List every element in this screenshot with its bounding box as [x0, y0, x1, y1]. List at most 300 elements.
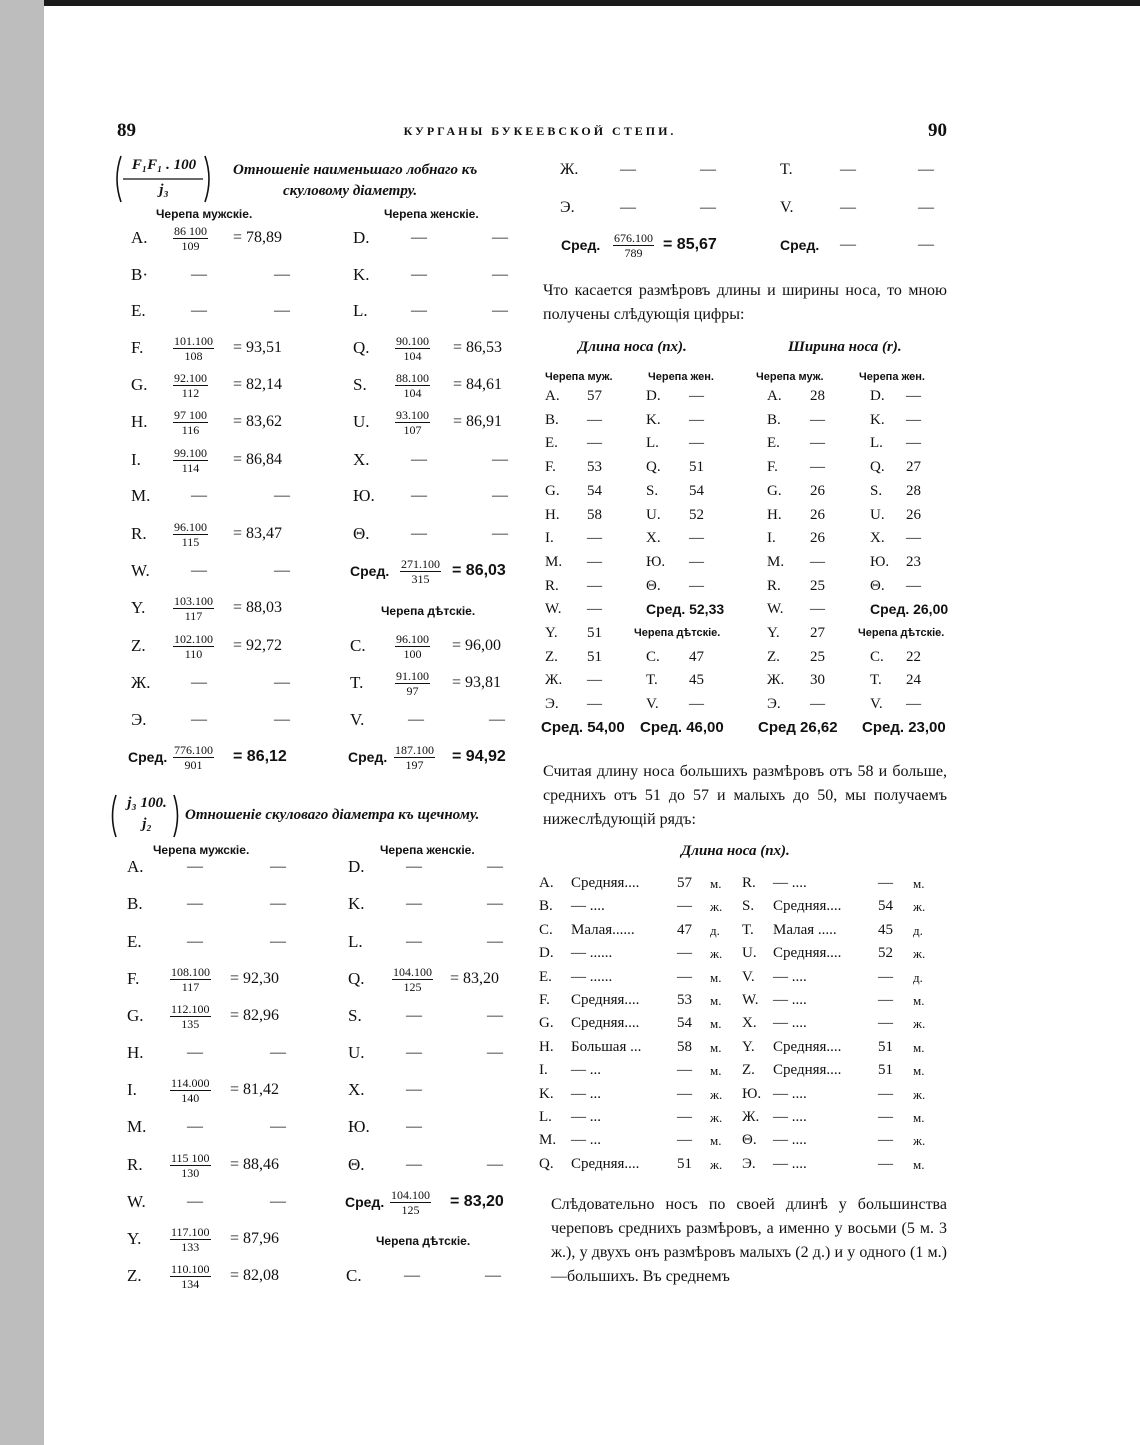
empty-dash: — [406, 1156, 422, 1173]
sex-code: ж. [710, 1086, 723, 1102]
length-value: — [878, 968, 893, 985]
fraction-denominator: 130 [181, 1166, 200, 1180]
specimen-row [346, 1259, 546, 1293]
sex-code: д. [710, 922, 720, 938]
index-value: = 86,03 [452, 562, 506, 579]
cell: U. [870, 506, 885, 523]
empty-dash: — [270, 858, 286, 875]
specimen-row [131, 221, 331, 255]
specimen-letter: Y. [127, 1229, 142, 1248]
fraction-numerator: 112.100 [171, 1002, 210, 1016]
fraction-denominator: 135 [181, 1017, 200, 1031]
sec1-male-header: Черепа мужскіе. [156, 207, 253, 221]
fraction-numerator: 96.100 [396, 632, 429, 646]
fraction-numerator: 96.100 [174, 520, 207, 534]
index-value: = 88,46 [230, 1156, 280, 1173]
sex-code: м. [913, 993, 925, 1008]
fraction-numerator: 271.100 [401, 557, 440, 571]
cell: 26 [810, 506, 825, 523]
index-value: = 83,47 [233, 525, 283, 542]
empty-dash: — [411, 302, 427, 319]
index-fraction [390, 1188, 431, 1217]
sex-code: м. [913, 1156, 925, 1172]
specimen-letter: E. [131, 301, 146, 320]
subheader: Черепа дѣтскіе. [634, 627, 721, 639]
empty-dash: — [620, 161, 636, 178]
cell: G. [767, 482, 782, 499]
specimen-letter: A. [131, 228, 148, 247]
cell: T. [870, 672, 882, 689]
cell: — [810, 411, 825, 428]
fraction-numerator: 187.100 [395, 743, 434, 757]
length-value: — [878, 1155, 893, 1172]
fraction-denominator: 107 [403, 423, 422, 437]
cell: — [587, 530, 602, 547]
specimen-row [353, 331, 553, 365]
list-row [0, 966, 960, 990]
cell: 27 [810, 625, 825, 641]
specimen-letter: G. [127, 1006, 144, 1025]
length-value: 57 [677, 875, 692, 891]
size-class: Средняя.... [571, 1015, 640, 1032]
average-value: Сред. 52,33 [646, 601, 725, 618]
fraction-numerator: 108.100 [171, 965, 210, 979]
cell: — [810, 696, 825, 713]
nose-h2: Черепа жен. [648, 371, 714, 383]
nose-row [0, 621, 960, 645]
cell: — [587, 411, 602, 428]
fraction-numerator: 86 100 [174, 224, 207, 238]
index-value: = 88,03 [233, 599, 283, 616]
index-value: = 83,20 [450, 1193, 504, 1210]
specimen-letter: L. [353, 301, 368, 320]
sex-code: ж. [913, 1086, 926, 1102]
specimen-letter: Э. [560, 199, 575, 216]
empty-dash: — [840, 161, 856, 178]
formula-2 [109, 793, 181, 839]
fraction-numerator: 88.100 [396, 371, 429, 385]
empty-dash: — [487, 1156, 503, 1173]
list-row [0, 1129, 960, 1153]
index-value: = 92,30 [230, 970, 280, 987]
nose-row [0, 503, 960, 527]
specimen-letter: A. [127, 857, 144, 876]
length-value: 53 [677, 992, 692, 1008]
index-value: = 93,51 [233, 339, 283, 356]
cell: — [587, 696, 602, 713]
fraction-denominator: 104 [403, 349, 422, 363]
page-number-right: 90 [928, 120, 947, 141]
cell: — [810, 459, 825, 476]
cell: 23 [906, 553, 921, 570]
specimen-letter: F. [539, 992, 550, 1008]
specimen-letter: W. [127, 1192, 146, 1211]
cell: W. [545, 601, 562, 618]
cell: 57 [587, 388, 602, 404]
top-rule [44, 0, 1140, 6]
nose-row [0, 408, 960, 432]
sex-code: м. [710, 1133, 722, 1149]
cell: — [689, 435, 704, 452]
index-value: = 92,72 [233, 637, 283, 654]
size-class: — .... [773, 1109, 807, 1125]
index-fraction [173, 743, 214, 772]
cell: — [906, 435, 921, 452]
index-fraction [394, 743, 435, 772]
empty-dash: — [406, 1118, 422, 1135]
list-row [0, 1083, 960, 1107]
sex-code: ж. [913, 1016, 926, 1032]
specimen-letter: K. [539, 1085, 554, 1102]
specimen-letter: C. [346, 1266, 362, 1285]
cell: H. [545, 506, 560, 523]
cell: Э. [767, 696, 781, 713]
empty-dash: — [492, 451, 508, 468]
nose-row [0, 550, 960, 574]
fraction-numerator: 99.100 [174, 446, 207, 460]
empty-dash: — [191, 266, 207, 283]
fraction-denominator: 97 [406, 684, 419, 698]
fraction-denominator: 108 [184, 349, 203, 363]
specimen-letter: U. [348, 1043, 365, 1062]
specimen-letter: Q. [539, 1155, 554, 1172]
cell: X. [870, 530, 885, 547]
specimen-letter: Ж. [560, 161, 579, 178]
cell: M. [545, 553, 563, 570]
cell: X. [646, 530, 661, 547]
size-class: Малая...... [571, 921, 635, 938]
cell: — [906, 577, 921, 594]
cell: 53 [587, 459, 602, 476]
cell: R. [545, 577, 559, 594]
size-class: — ... [571, 1132, 601, 1149]
specimen-row [127, 1259, 327, 1293]
empty-dash: — [270, 1044, 286, 1061]
specimen-letter: Y. [742, 1038, 755, 1055]
list-row [0, 1036, 960, 1060]
nose-h1: Черепа муж. [545, 371, 613, 383]
specimen-row [131, 294, 331, 328]
empty-dash: — [492, 266, 508, 283]
nose-length-title: Длина носа (nx). [578, 339, 687, 355]
subheader: Черепа дѣтскіе. [858, 627, 945, 639]
paragraph-3: Слѣдовательно носъ по своей длинѣ у большинства череповъ среднихъ размѣровъ, а именно у восьми (5 м. 3 ж.), у двухъ онъ размѣровъ малыхъ (2 д.) и у одного (1 м.)—большихъ. Въ среднемъ [551, 1196, 947, 1285]
index-value: = 86,91 [453, 413, 503, 430]
cell: E. [545, 435, 558, 452]
cell: Θ. [870, 577, 885, 594]
specimen-letter: Э. [742, 1155, 756, 1172]
nose-average: Сред 26,62 [758, 719, 838, 736]
cell: Ж. [767, 672, 785, 689]
formula-1 [113, 154, 213, 204]
cell: Ю. [870, 553, 890, 570]
specimen-row [131, 331, 331, 365]
length-value: — [677, 1132, 692, 1149]
index-value: = 82,96 [230, 1007, 280, 1024]
list-title: Длина носа (nx). [681, 843, 790, 859]
nose-row [0, 526, 960, 550]
sex-code: м. [710, 1016, 722, 1032]
sec2-female-header: Черепа женскіе. [380, 843, 475, 857]
cell: 54 [689, 482, 704, 499]
average-row [780, 228, 950, 262]
empty-dash: — [406, 1007, 422, 1024]
empty-dash: — [187, 895, 203, 912]
cell: — [587, 577, 602, 594]
average-value: Сред. 26,00 [870, 601, 949, 618]
cell: 25 [810, 648, 825, 665]
empty-dash: — [840, 236, 856, 253]
specimen-letter: Ж. [131, 673, 151, 692]
specimen-letter: X. [348, 1080, 365, 1099]
sex-code: м. [710, 969, 722, 985]
specimen-letter: X. [353, 450, 370, 469]
index-fraction [170, 1225, 211, 1254]
fraction-numerator: 101.100 [174, 334, 213, 348]
nose-row [0, 645, 960, 669]
cell: E. [767, 435, 780, 452]
index-value: = 82,14 [233, 376, 283, 393]
fraction-denominator: 315 [411, 572, 430, 586]
length-value: 58 [677, 1038, 692, 1055]
list-row [0, 989, 960, 1013]
size-class: Средняя.... [773, 945, 842, 962]
specimen-letter: R. [127, 1155, 143, 1174]
cell: F. [545, 459, 556, 476]
specimen-letter: D. [348, 857, 365, 876]
nose-average: Сред. 46,00 [640, 719, 724, 736]
cell: — [587, 672, 602, 689]
fraction-denominator: 115 [181, 535, 200, 549]
cell: 52 [689, 506, 704, 523]
index-value: = 82,08 [230, 1267, 280, 1284]
cell: — [689, 411, 704, 428]
cell: Z. [767, 648, 780, 665]
specimen-letter: L. [539, 1109, 552, 1125]
cell: F. [767, 459, 778, 476]
specimen-letter: Ю. [742, 1085, 762, 1102]
sex-code: ж. [913, 1133, 926, 1149]
fraction-denominator: 117 [181, 980, 200, 994]
average-row [128, 740, 328, 774]
size-class: — ...... [571, 968, 613, 985]
specimen-row [127, 1185, 327, 1219]
cell: C. [646, 648, 660, 665]
specimen-letter: Θ. [353, 524, 370, 543]
cell: T. [646, 672, 658, 689]
index-fraction [395, 334, 430, 363]
fraction-denominator: 100 [403, 647, 422, 661]
length-value: 51 [677, 1155, 692, 1172]
fraction-numerator: 104.100 [391, 1188, 430, 1202]
empty-dash: — [191, 487, 207, 504]
cell: — [689, 696, 704, 713]
scan-margin [0, 0, 44, 1445]
specimen-letter: V. [780, 199, 794, 216]
cell: 54 [587, 482, 602, 499]
nose-h3: Черепа муж. [756, 371, 824, 383]
length-value: — [878, 1085, 893, 1102]
size-class: Средняя.... [571, 992, 640, 1008]
cell: 25 [810, 577, 825, 594]
size-class: — .... [773, 1155, 807, 1172]
formula-1-denominator: j₃ [159, 182, 169, 198]
index-value: = 83,20 [450, 970, 500, 987]
cell: — [810, 553, 825, 570]
specimen-letter: A. [539, 875, 554, 891]
length-value: — [878, 1109, 893, 1125]
index-value: = 86,84 [233, 451, 283, 468]
fraction-denominator: 114 [181, 461, 200, 475]
cell: 51 [689, 459, 704, 476]
sex-code: м. [710, 993, 722, 1008]
continuation-row [560, 153, 940, 187]
nose-width-title: Ширина носа (r). [788, 339, 902, 355]
empty-dash: — [918, 236, 934, 253]
specimen-letter: E. [539, 968, 552, 985]
specimen-letter: T. [780, 161, 793, 178]
cell: S. [646, 482, 659, 499]
cell: S. [870, 482, 883, 499]
specimen-letter: Z. [131, 636, 146, 655]
sex-code: ж. [710, 946, 723, 962]
specimen-letter: S. [353, 375, 367, 394]
specimen-letter: F. [131, 338, 144, 357]
empty-dash: — [492, 487, 508, 504]
specimen-letter: B. [127, 894, 143, 913]
empty-dash: — [700, 161, 716, 178]
cell: U. [646, 506, 661, 523]
index-value: = 96,00 [452, 637, 502, 654]
cell: Y. [767, 625, 780, 641]
empty-dash: — [492, 229, 508, 246]
nose-row [0, 668, 960, 692]
empty-dash: — [918, 199, 934, 216]
sex-code: м. [913, 876, 925, 891]
empty-dash: — [487, 895, 503, 912]
specimen-letter: H. [539, 1038, 554, 1055]
size-class: — .... [773, 1015, 807, 1032]
specimen-letter: C. [350, 636, 366, 655]
empty-dash: — [270, 1118, 286, 1135]
specimen-letter: R. [742, 875, 756, 891]
specimen-letter: Ж. [742, 1109, 760, 1125]
fraction-denominator: 901 [184, 758, 203, 772]
cell: — [587, 553, 602, 570]
cell: Э. [545, 696, 559, 713]
specimen-letter: Ю. [348, 1117, 370, 1136]
specimen-letter: F. [127, 969, 140, 988]
specimen-letter: T. [742, 921, 754, 938]
specimen-letter: R. [131, 524, 147, 543]
empty-dash: — [487, 858, 503, 875]
page-number-left: 89 [117, 120, 136, 141]
sex-code: м. [710, 876, 722, 891]
cell: 45 [689, 672, 704, 689]
cell: Q. [870, 459, 885, 476]
fraction-denominator: 117 [184, 609, 203, 623]
average-label: Сред. [561, 237, 601, 253]
average-label: Сред. [345, 1194, 385, 1210]
empty-dash: — [274, 487, 290, 504]
index-value: = 85,67 [663, 236, 717, 253]
empty-dash: — [270, 895, 286, 912]
average-label: Сред. [350, 563, 390, 579]
specimen-row [353, 221, 553, 255]
length-value: — [677, 968, 692, 985]
list-row [0, 1059, 960, 1083]
average-label: Сред. [348, 749, 388, 765]
list-row [0, 942, 960, 966]
empty-dash: — [408, 711, 424, 728]
cell: 28 [906, 482, 921, 499]
length-value: 52 [878, 945, 893, 962]
paragraph-1: Что касается размѣровъ длины и ширины носа, то мною получены слѣдующія цифры: [543, 282, 947, 323]
index-value: = 81,42 [230, 1081, 280, 1098]
empty-dash: — [191, 562, 207, 579]
empty-dash: — [411, 525, 427, 542]
index-value: = 94,92 [452, 748, 506, 765]
size-class: — ...... [571, 945, 613, 962]
nose-average: Сред. 23,00 [862, 719, 946, 736]
list-row [0, 1153, 960, 1177]
cell: Ю. [646, 553, 666, 570]
sec1-female-header: Черепа женскіе. [384, 207, 479, 221]
index-value: = 87,96 [230, 1230, 280, 1247]
specimen-letter: Y. [131, 598, 146, 617]
length-value: — [677, 1109, 692, 1125]
empty-dash: — [840, 199, 856, 216]
index-value: = 86,53 [453, 339, 503, 356]
specimen-letter: I. [539, 1062, 548, 1079]
cell: I. [767, 530, 776, 547]
cell: 58 [587, 506, 602, 523]
specimen-letter: G. [131, 375, 148, 394]
section-1-title-line2: скуловому діаметру. [283, 183, 418, 199]
length-value: — [677, 898, 692, 915]
nose-row [0, 692, 960, 716]
list-row [0, 1012, 960, 1036]
sex-code: м. [913, 1063, 925, 1079]
cell: Θ. [646, 577, 661, 594]
specimen-letter: H. [127, 1043, 144, 1062]
empty-dash: — [411, 266, 427, 283]
length-value: 51 [878, 1038, 893, 1055]
index-fraction [173, 334, 214, 363]
cell: W. [767, 601, 784, 618]
cell: — [689, 577, 704, 594]
empty-dash: — [187, 1044, 203, 1061]
length-value: — [677, 1085, 692, 1102]
specimen-letter: M. [131, 486, 151, 505]
length-value: — [677, 1062, 692, 1079]
formula-1-numerator: F₁F₁ . 100 [131, 157, 197, 173]
length-value: 54 [677, 1015, 692, 1032]
average-label: Сред. [128, 749, 168, 765]
specimen-letter: H. [131, 412, 148, 431]
specimen-letter: V. [350, 710, 365, 729]
cell: — [587, 601, 602, 618]
size-class: — .... [773, 992, 807, 1008]
index-fraction [173, 224, 208, 253]
size-class: Средняя.... [773, 898, 842, 915]
nose-average: Сред. 54,00 [541, 719, 625, 736]
average-row [561, 228, 761, 262]
empty-dash: — [187, 1193, 203, 1210]
cell: H. [767, 506, 782, 523]
fraction-denominator: 109 [181, 239, 200, 253]
cell: — [906, 696, 921, 713]
